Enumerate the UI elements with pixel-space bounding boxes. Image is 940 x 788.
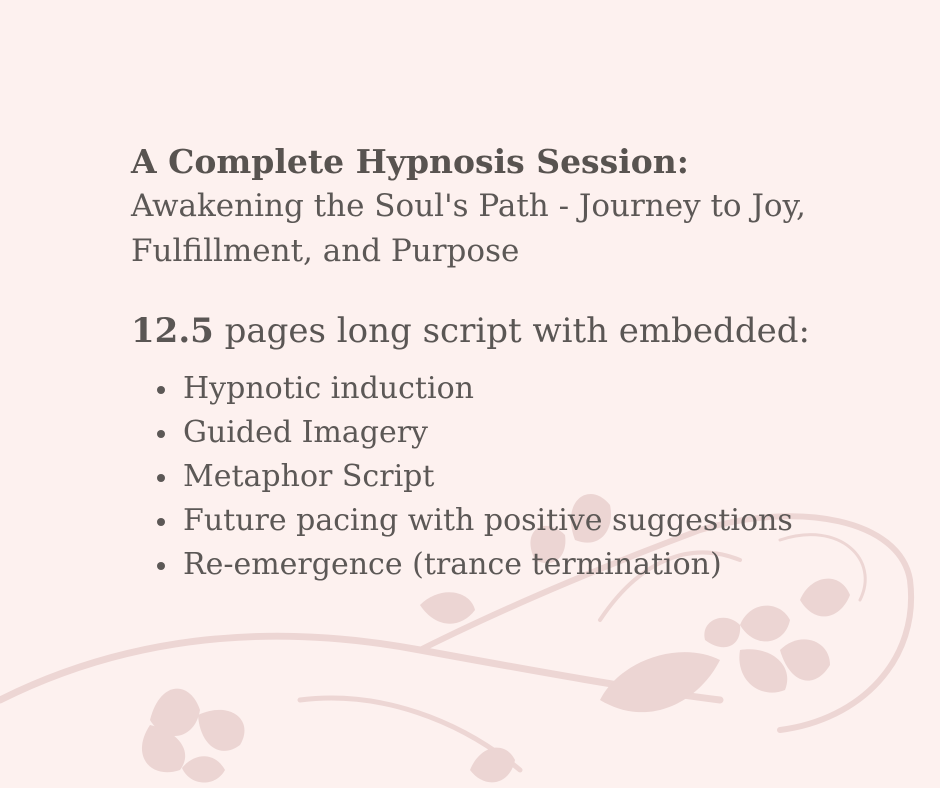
list-item (131, 543, 891, 587)
list-item-label: Hypnotic induction (183, 371, 474, 406)
list-item (131, 367, 891, 411)
bullet-icon (157, 562, 165, 570)
intro-text: pages long script with embedded: (213, 311, 810, 351)
list-item (131, 455, 891, 499)
list-item (131, 411, 891, 455)
page-count: 12.5 (131, 311, 214, 351)
session-title: A Complete Hypnosis Session: (131, 142, 689, 181)
list-item (131, 499, 891, 543)
list-item-label: Re-emergence (trance termination) (183, 547, 722, 582)
main-content (131, 140, 891, 587)
bullet-icon (157, 518, 165, 526)
bullet-icon (157, 430, 165, 438)
list-item-label: Guided Imagery (183, 415, 429, 450)
feature-list (131, 367, 891, 587)
script-length-intro (131, 309, 891, 353)
list-item-label: Metaphor Script (183, 459, 435, 494)
bullet-icon (157, 386, 165, 394)
session-subtitle: Awakening the Soul's Path - Journey to Joy, Fulfillment, and Purpose (131, 188, 806, 269)
list-item-label: Future pacing with positive suggestions (183, 503, 793, 538)
bullet-icon (157, 474, 165, 482)
